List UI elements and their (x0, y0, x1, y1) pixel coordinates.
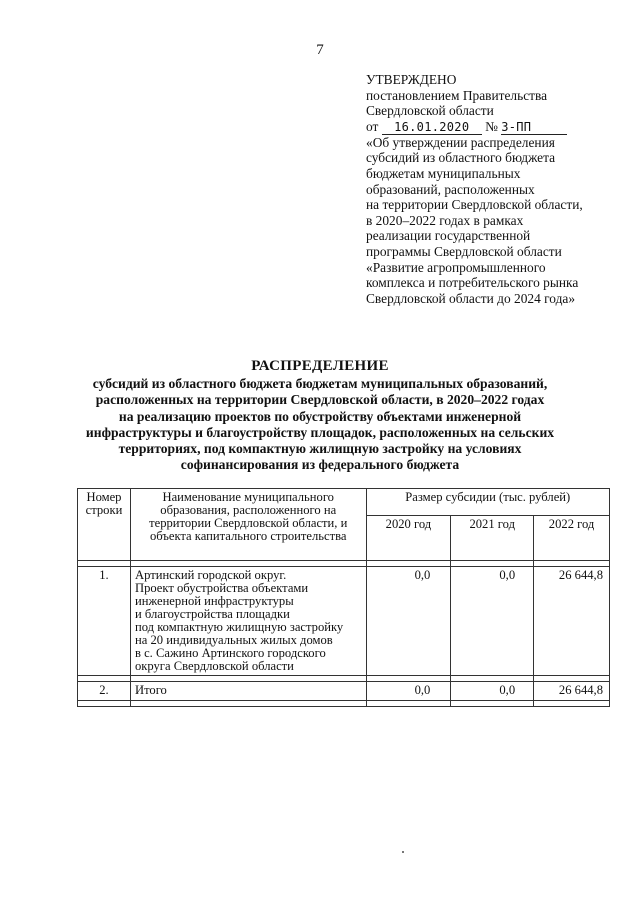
subtitle-line: инфраструктуры и благоустройству площадок, расположенных на сельских (85, 424, 555, 440)
table-row (78, 567, 610, 676)
approval-number: 3-ПП (501, 121, 567, 135)
approval-line: постановлением Правительства (366, 87, 548, 103)
subtitle-line: территориях, под компактную жилищную застройку на условиях (118, 441, 522, 457)
row-name (130, 567, 366, 676)
subtitle-line: на реализацию проектов по обустройству объектами инженерной (118, 408, 522, 424)
row-name-line: инженерной инфраструктуры (134, 594, 294, 608)
table-separator (78, 701, 610, 707)
subtitle-line: софинансирования из федерального бюджета (180, 457, 460, 473)
approval-subject-line: на территории Свердловской области, (366, 197, 583, 213)
approval-line: УТВЕРЖДЕНО (366, 72, 457, 87)
approval-subject-line: программы Свердловской области (366, 243, 562, 259)
document-heading (60, 358, 580, 473)
value-2021: 0,0 (451, 567, 534, 676)
approval-subject-line: Свердловской области до 2024 года» (366, 290, 576, 306)
value-2022: 26 644,8 (534, 567, 610, 676)
value-2022: 26 644,8 (534, 682, 610, 701)
header-year-2020: 2020 год (366, 516, 451, 561)
row-name: Итого (130, 682, 366, 701)
value-2020: 0,0 (366, 682, 451, 701)
row-number: 1. (78, 567, 131, 676)
row-name-line: в с. Сажино Артинского городского (134, 646, 326, 660)
row-number: 2. (78, 682, 131, 701)
approval-block (366, 72, 616, 306)
value-2020: 0,0 (366, 567, 451, 676)
approval-date-line (366, 119, 616, 135)
header-name: Наименование муниципального образования, расположенного на территории Свердловской области, и объекта капитального строительства (130, 489, 366, 561)
header-year-2022: 2022 год (534, 516, 610, 561)
table-row (78, 682, 610, 701)
approval-subject-line: бюджетам муниципальных (366, 165, 521, 181)
header-year-2021: 2021 год (451, 516, 534, 561)
subsidies-table (77, 488, 610, 707)
row-name-line: под компактную жилищную застройку (134, 620, 344, 634)
header-subsidy: Размер субсидии (тыс. рублей) (366, 489, 610, 516)
approval-line: Свердловской области (366, 103, 494, 119)
approval-date: 16.01.2020 (382, 121, 482, 135)
row-name-line: округа Свердловской области (134, 659, 294, 673)
approval-subject-line: реализации государственной (366, 228, 531, 244)
scan-speck (402, 851, 404, 853)
subtitle-line: расположенных на территории Свердловской области, в 2020–2022 годах (95, 392, 545, 408)
approval-subject-line: комплекса и потребительского рынка (366, 275, 579, 291)
value-2021: 0,0 (451, 682, 534, 701)
table-header-row (78, 489, 610, 516)
approval-subject-line: образований, расположенных (366, 181, 535, 197)
row-name-line: и благоустройства площадки (134, 607, 290, 621)
page-number: 7 (316, 42, 324, 58)
row-name-line: Артинский городской округ. (134, 568, 287, 582)
approval-subject-line: в 2020–2022 годах в рамках (366, 212, 524, 228)
approval-subject-line: субсидий из областного бюджета (366, 150, 556, 166)
approval-subject-line: «Об утверждении распределения (366, 134, 555, 150)
row-name-line: Проект обустройства объектами (134, 581, 309, 595)
subtitle-line: субсидий из областного бюджета бюджетам муниципальных образований, (92, 376, 548, 392)
number-prefix: № (485, 118, 498, 134)
row-name-line: на 20 индивидуальных жилых домов (134, 633, 333, 647)
document-title: РАСПРЕДЕЛЕНИЕ (251, 358, 389, 374)
date-prefix: от (366, 118, 379, 134)
header-row-number: Номер строки (78, 489, 131, 561)
approval-subject-line: «Развитие агропромышленного (366, 259, 546, 275)
